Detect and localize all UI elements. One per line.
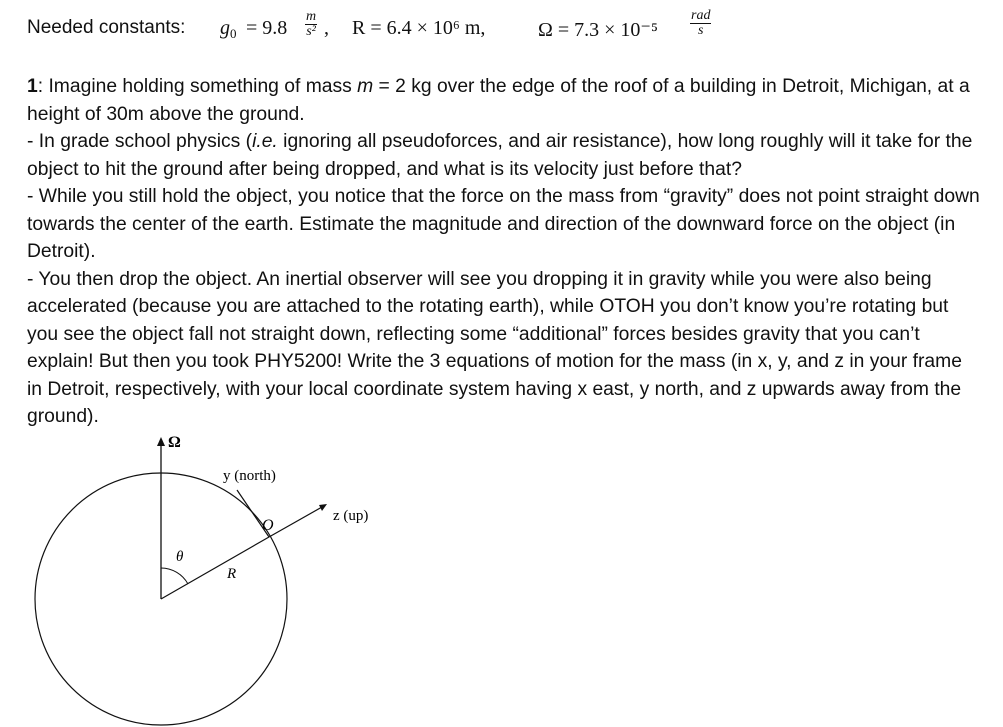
g-unit-fraction — [305, 10, 317, 39]
earth-diagram — [30, 430, 390, 727]
theta-label: θ — [176, 549, 184, 565]
omega-constant: Ω = 7.3 × 10⁻⁵ — [538, 19, 658, 41]
question-1 — [27, 128, 982, 183]
omega-unit-numerator: rad — [691, 8, 711, 23]
g-separator: , — [324, 17, 329, 39]
problem-number: 1 — [27, 76, 38, 97]
y-axis-label: y (north) — [223, 468, 276, 484]
radius-label: R — [227, 566, 237, 582]
omega-unit-fraction — [690, 9, 711, 38]
g-unit-numerator: m — [306, 9, 317, 24]
question-3: - You then drop the object. An inertial observer will see you dropping it in gravity while you were also being accelerated (because you are attached to the rotating earth), while OTOH you don’t know you’re rotating but you see the object fall not straight down, reflecting some “additional” forces besides gravity that you can’t explain! But then you took PHY5200! Write the 3 equations of motion for the mass (in x, y, and z in your frame in Detroit, respectively, with your local coordinate system having x east, y north, and z upwards away from the ground). — [27, 268, 962, 427]
problem-text — [27, 73, 982, 431]
omega-unit-denominator: s — [698, 23, 704, 38]
theta-arc — [161, 568, 188, 584]
intro-text-a: : Imagine holding something of mass — [37, 76, 358, 97]
g-value: = 9.8 — [246, 17, 288, 39]
intro-text-b: = 2 kg over the edge of the roof of a building in Detroit, Michigan, at a height of 30m above the ground. — [27, 76, 970, 125]
question-1-b: ignoring all pseudoforces, and air resistance), how long roughly will it take for the object to hit the ground after being dropped, and what is its velocity just before that? — [27, 131, 973, 180]
omega-label: Ω — [168, 434, 181, 451]
mass-variable: m — [357, 76, 374, 97]
radius-line — [161, 537, 269, 599]
constants-line — [27, 10, 987, 50]
question-2: - While you still hold the object, you notice that the force on the mass from “gravity” does not point straight down towards the center of the earth. Estimate the magnitude and direction of the downward force on the object (in Detroit). — [27, 186, 980, 262]
z-axis — [269, 507, 322, 537]
z-axis-label: z (up) — [333, 508, 369, 524]
earth-radius-constant: R = 6.4 × 10⁶ m, — [352, 17, 486, 39]
g-subscript: 0 — [230, 26, 237, 41]
g-symbol: g — [220, 17, 230, 39]
g-unit-denominator: s² — [306, 24, 316, 39]
problem-intro — [27, 73, 982, 128]
question-1-ie: i.e. — [252, 131, 278, 152]
rotation-axis-arrowhead — [157, 437, 165, 446]
constants-label: Needed constants: — [27, 17, 186, 38]
origin-label: O — [262, 517, 274, 534]
question-1-a: - In grade school physics ( — [27, 131, 253, 152]
